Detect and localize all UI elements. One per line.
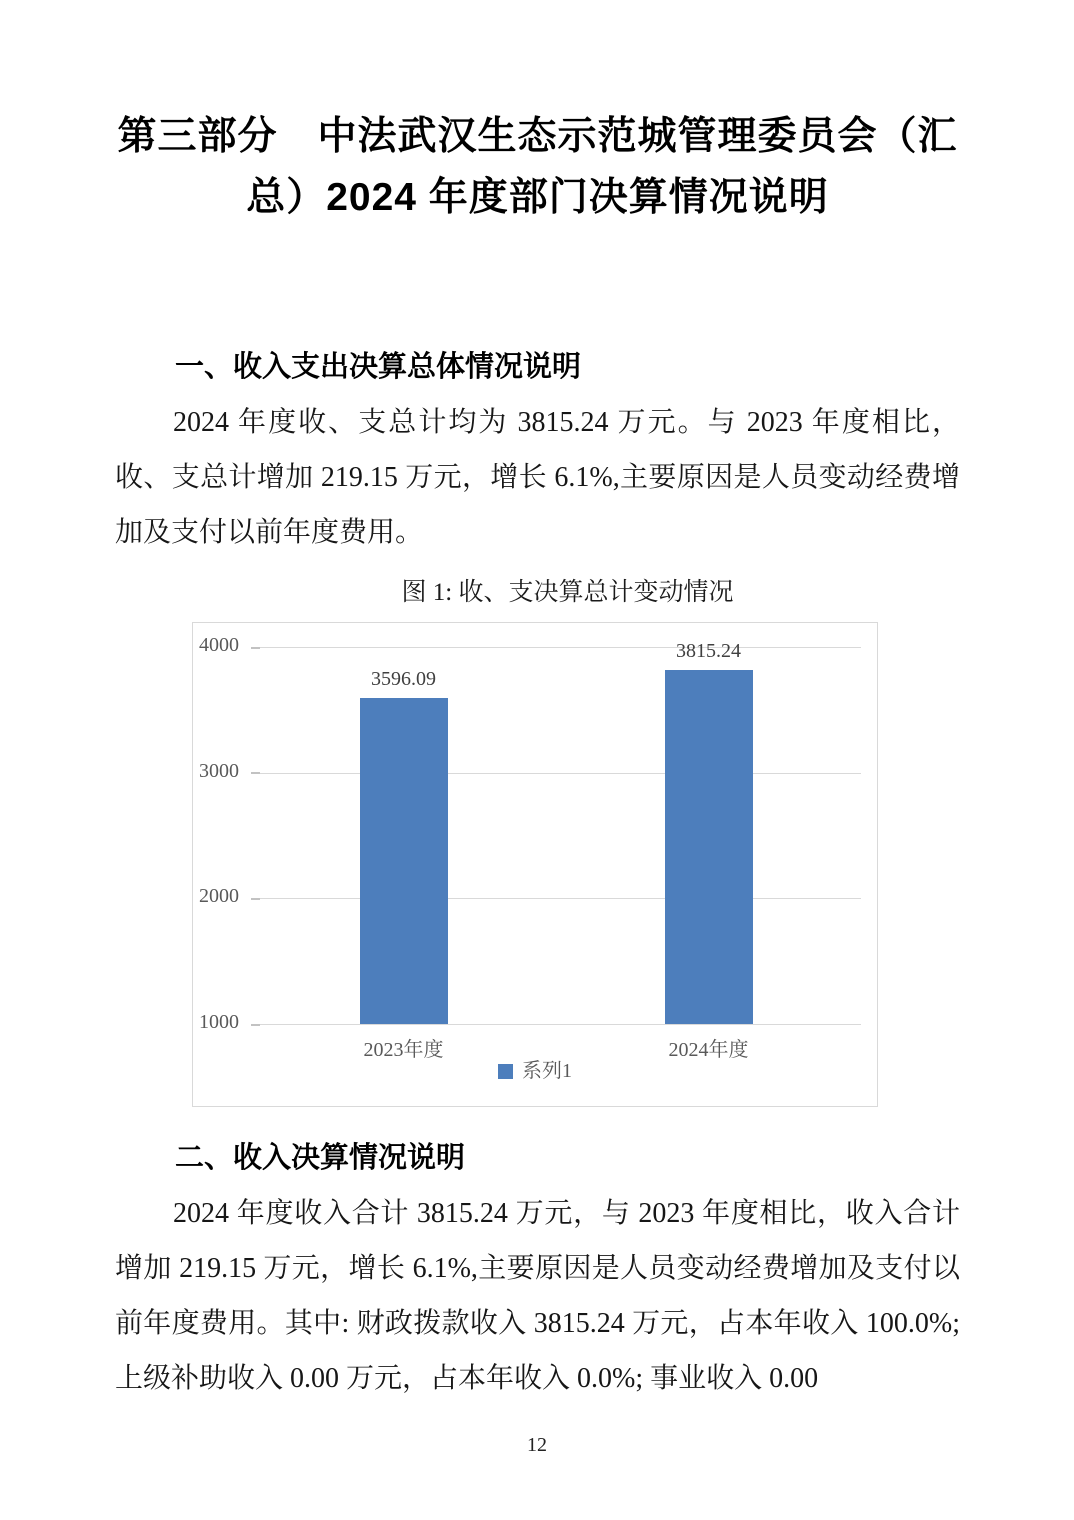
chart-canvas: [192, 622, 878, 1107]
y-axis-tick: [251, 898, 260, 900]
y-axis-tick-label: 3000: [199, 759, 239, 782]
section-income-expenditure-overview: [115, 346, 960, 560]
bar-value-label: 3815.24: [676, 640, 741, 663]
legend-series-label: 系列1: [522, 1060, 572, 1082]
y-axis-tick-label: 4000: [199, 634, 239, 656]
x-axis-category-label: 2024年度: [668, 1039, 749, 1061]
x-axis-category-label: 2023年度: [363, 1039, 444, 1061]
legend-swatch-icon: [498, 1064, 513, 1079]
section-income-statement: [115, 1137, 960, 1406]
section-2-paragraph: 2024 年度收入合计 3815.24 万元，与 2023 年度相比，收入合计增加 219.15 万元，增长 6.1%,主要原因是人员变动经费增加及支付以前年度费用。其中: 财政拨款收入 3815.24 万元，占本年收入 100.0%; 上级补助收入 0.00 万元，占本年收入 0.0%; 事业收入 0.00: [115, 1198, 960, 1394]
gridline: [251, 773, 861, 774]
section-1-heading: 一、收入支出决算总体情况说明: [175, 351, 582, 383]
figure-caption: 图 1: 收、支决算总计变动情况: [401, 579, 734, 606]
y-axis-tick: [251, 647, 260, 649]
chart-legend: [193, 1061, 877, 1081]
y-axis-tick-label: 1000: [199, 1011, 239, 1033]
document-title: 第三部分 中法武汉生态示范城管理委员会（汇总）2024 年度部门决算情况说明: [117, 115, 958, 219]
y-axis-tick: [251, 1024, 260, 1026]
gridline: [251, 1024, 861, 1025]
bar-1: [360, 698, 448, 1024]
page-number: 12: [527, 1434, 547, 1456]
y-axis-tick-label: 2000: [199, 885, 239, 908]
gridline: [251, 898, 861, 899]
bar-value-label: 3596.09: [371, 667, 436, 690]
bar-2: [665, 670, 753, 1024]
section-1-paragraph: 2024 年度收、支总计均为 3815.24 万元。与 2023 年度相比，收、支总计增加 219.15 万元，增长 6.1%,主要原因是人员变动经费增加及支付以前年度费用。: [115, 407, 960, 548]
section-2-heading: 二、收入决算情况说明: [175, 1142, 466, 1174]
y-axis-tick: [251, 772, 260, 774]
